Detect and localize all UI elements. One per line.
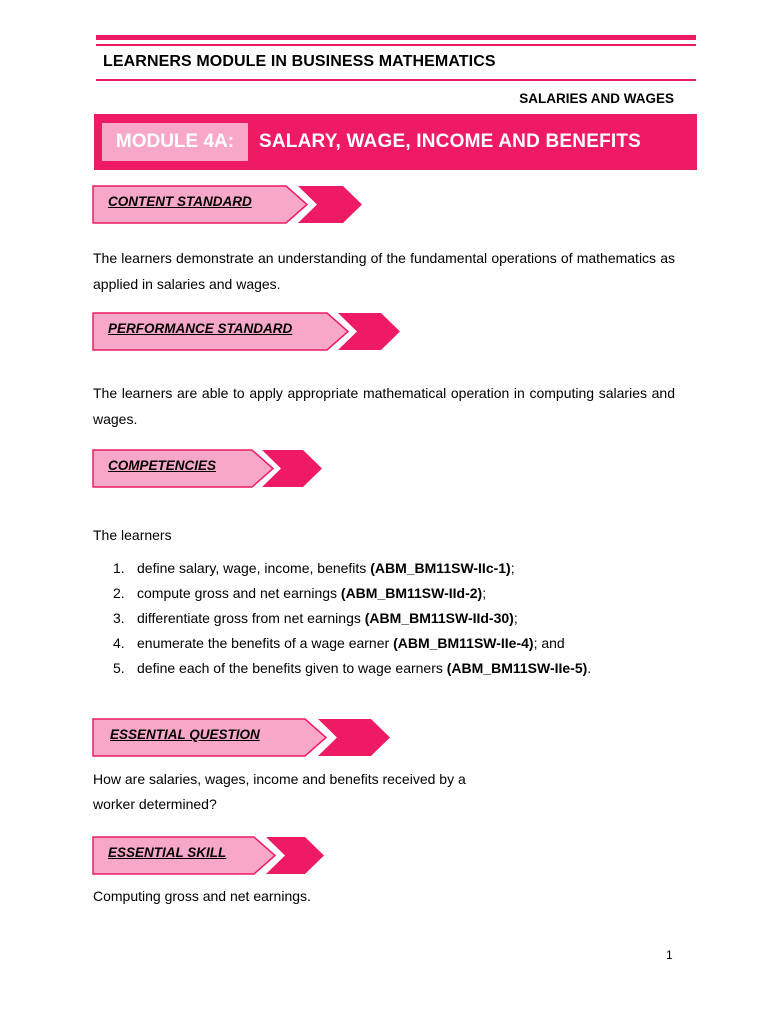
header-rule-under xyxy=(96,79,696,81)
essential-question-banner xyxy=(92,718,392,758)
competencies-label: COMPETENCIES xyxy=(108,458,217,473)
essential-question-label: ESSENTIAL QUESTION xyxy=(110,727,260,742)
header-rule-thick xyxy=(96,35,696,40)
module-title: SALARY, WAGE, INCOME AND BENEFITS xyxy=(259,131,642,152)
performance-standard-label: PERFORMANCE STANDARD xyxy=(108,321,293,336)
essential-question-line1: How are salaries, wages, income and benefits received by a xyxy=(93,771,466,787)
list-item: 1. define salary, wage, income, benefits (ABM_BM11SW-IIc-1); xyxy=(113,560,515,576)
list-item: 3. differentiate gross from net earnings (ABM_BM11SW-IId-30); xyxy=(113,610,518,626)
content-standard-banner xyxy=(92,185,364,225)
module-tag: MODULE 4A: xyxy=(102,123,248,161)
header-rule-thin xyxy=(96,44,696,46)
content-standard-label: CONTENT STANDARD xyxy=(108,194,252,209)
module-banner xyxy=(94,114,697,170)
competencies-intro: The learners xyxy=(93,527,172,543)
performance-standard-text: The learners are able to apply appropriate mathematical operation in computing salaries and wages. xyxy=(93,385,675,427)
essential-skill-banner xyxy=(92,836,326,876)
competencies-banner xyxy=(92,449,324,489)
performance-standard-banner xyxy=(92,312,402,352)
essential-skill-text: Computing gross and net earnings. xyxy=(93,888,311,904)
essential-skill-label: ESSENTIAL SKILL xyxy=(108,845,227,860)
essential-question-line2: worker determined? xyxy=(93,796,217,812)
page-number: 1 xyxy=(666,948,673,962)
list-item: 5. define each of the benefits given to wage earners (ABM_BM11SW-IIe-5). xyxy=(113,660,592,676)
content-standard-text: The learners demonstrate an understanding of the fundamental operations of mathematics as applied in salaries and wages. xyxy=(93,250,675,292)
section-subtitle: SALARIES AND WAGES xyxy=(519,91,674,106)
list-item: 4. enumerate the benefits of a wage earner (ABM_BM11SW-IIe-4); and xyxy=(113,635,565,651)
competencies-list xyxy=(113,556,591,681)
document-title: LEARNERS MODULE IN BUSINESS MATHEMATICS xyxy=(103,53,496,70)
list-item: 2. compute gross and net earnings (ABM_BM11SW-IId-2); xyxy=(113,585,487,601)
